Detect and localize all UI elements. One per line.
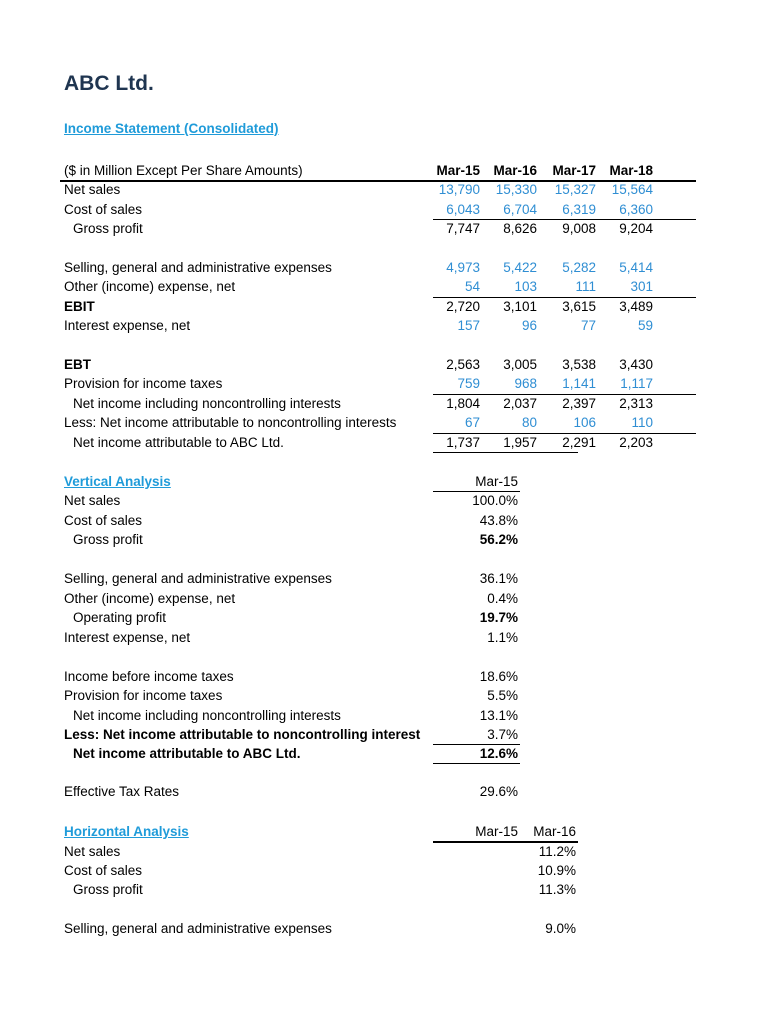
year-header: Mar-17 [552, 163, 596, 178]
cell-value: 11.2% [538, 844, 576, 859]
row-label: Net income including noncontrolling interests [73, 396, 341, 411]
year-header: Mar-18 [609, 163, 653, 178]
cell-value: 77 [580, 318, 596, 333]
units-label: ($ in Million Except Per Share Amounts) [64, 163, 303, 178]
table-row [0, 512, 768, 532]
table-row [0, 745, 768, 765]
cell-value: 6,704 [503, 202, 537, 217]
horizontal-analysis-header-row [0, 823, 768, 843]
table-row [0, 375, 768, 395]
row-label: Net income including noncontrolling interests [73, 708, 341, 723]
cell-value: 2,720 [446, 299, 480, 314]
table-row [0, 881, 768, 901]
row-label: Provision for income taxes [64, 376, 223, 391]
cell-value: 1,957 [503, 435, 537, 450]
cell-value: 8,626 [503, 221, 537, 236]
row-label: Gross profit [73, 882, 143, 897]
income-statement-link[interactable]: Income Statement (Consolidated) [64, 121, 279, 136]
table-row [0, 783, 768, 803]
row-label: Selling, general and administrative expenses [64, 260, 332, 275]
table-row [0, 395, 768, 415]
cell-value: 759 [457, 376, 480, 391]
cell-value: 2,397 [562, 396, 596, 411]
income-statement-header-row [0, 162, 768, 182]
table-row [0, 492, 768, 512]
row-label: Net sales [64, 844, 121, 859]
total-rule [433, 763, 520, 764]
year-header: Mar-15 [436, 163, 480, 178]
table-row [0, 707, 768, 727]
cell-value: 1.1% [487, 630, 518, 645]
cell-value: 15,564 [611, 182, 653, 197]
vertical-analysis-header-row [0, 473, 768, 493]
cell-value: 15,327 [554, 182, 596, 197]
row-label: Other (income) expense, net [64, 591, 236, 606]
cell-value: 29.6% [479, 784, 518, 799]
row-label: Less: Net income attributable to noncontrolling interest [64, 727, 421, 742]
row-label: Net sales [64, 493, 121, 508]
cell-value: 56.2% [479, 532, 518, 547]
cell-value: 1,737 [446, 435, 480, 450]
cell-value: 3,101 [503, 299, 537, 314]
table-row [0, 590, 768, 610]
table-row [0, 609, 768, 629]
row-label: EBT [64, 357, 91, 372]
row-label: Effective Tax Rates [64, 784, 180, 799]
table-row [0, 259, 768, 279]
table-row [0, 570, 768, 590]
cell-value: 11.3% [538, 882, 576, 897]
row-label: Gross profit [73, 532, 143, 547]
table-row [0, 298, 768, 318]
cell-value: 3,005 [503, 357, 537, 372]
row-label: Cost of sales [64, 513, 143, 528]
table-row [0, 201, 768, 221]
cell-value: 3.7% [487, 727, 518, 742]
cell-value: 110 [631, 415, 653, 430]
company-title: ABC Ltd. [64, 72, 154, 95]
cell-value: 111 [575, 279, 596, 294]
table-row [0, 687, 768, 707]
cell-value: 96 [521, 318, 537, 333]
cell-value: 1,804 [446, 396, 480, 411]
cell-value: 19.7% [479, 610, 518, 625]
cell-value: 3,489 [619, 299, 653, 314]
year-header: Mar-15 [475, 474, 518, 489]
row-label: Cost of sales [64, 863, 143, 878]
cell-value: 36.1% [479, 571, 518, 586]
table-row [0, 862, 768, 882]
cell-value: 0.4% [487, 591, 518, 606]
row-label: Selling, general and administrative expenses [64, 571, 332, 586]
cell-value: 2,313 [619, 396, 653, 411]
table-row [0, 920, 768, 940]
row-label: Provision for income taxes [64, 688, 223, 703]
cell-value: 10.9% [537, 863, 576, 878]
year-header: Mar-16 [533, 824, 576, 839]
cell-value: 5,422 [503, 260, 537, 275]
cell-value: 157 [457, 318, 480, 333]
row-label: Cost of sales [64, 202, 143, 217]
year-header: Mar-16 [493, 163, 537, 178]
table-row [0, 434, 768, 454]
cell-value: 5,282 [562, 260, 596, 275]
row-label: Net sales [64, 182, 121, 197]
cell-value: 2,563 [446, 357, 480, 372]
cell-value: 18.6% [479, 669, 518, 684]
table-row [0, 278, 768, 298]
cell-value: 100.0% [472, 493, 518, 508]
row-label: Income before income taxes [64, 669, 234, 684]
cell-value: 4,973 [446, 260, 480, 275]
table-row [0, 414, 768, 434]
cell-value: 3,430 [619, 357, 653, 372]
cell-value: 15,330 [495, 182, 537, 197]
row-label: Operating profit [73, 610, 167, 625]
cell-value: 59 [637, 318, 653, 333]
cell-value: 9,204 [619, 221, 653, 236]
row-label: Selling, general and administrative expenses [64, 921, 332, 936]
table-row [0, 181, 768, 201]
row-label: Interest expense, net [64, 630, 191, 645]
row-label: EBIT [64, 299, 95, 314]
table-row [0, 317, 768, 337]
cell-value: 7,747 [446, 221, 480, 236]
table-row [0, 356, 768, 376]
cell-value: 6,360 [619, 202, 653, 217]
cell-value: 67 [464, 415, 480, 430]
cell-value: 6,319 [562, 202, 596, 217]
cell-value: 106 [573, 415, 596, 430]
cell-value: 2,291 [562, 435, 596, 450]
horizontal-analysis-link[interactable]: Horizontal Analysis [64, 824, 189, 839]
cell-value: 6,043 [446, 202, 480, 217]
cell-value: 80 [521, 415, 537, 430]
cell-value: 3,538 [562, 357, 596, 372]
cell-value: 301 [630, 279, 653, 294]
cell-value: 12.6% [479, 746, 518, 761]
row-label: Net income attributable to ABC Ltd. [73, 746, 301, 761]
table-row [0, 531, 768, 551]
row-label: Interest expense, net [64, 318, 191, 333]
row-label: Net income attributable to ABC Ltd. [73, 435, 284, 450]
row-label: Other (income) expense, net [64, 279, 236, 294]
cell-value: 1,141 [562, 376, 596, 391]
row-label: Less: Net income attributable to noncontrolling interests [64, 415, 397, 430]
cell-value: 13.1% [479, 708, 518, 723]
table-row [0, 843, 768, 863]
cell-value: 9.0% [545, 921, 576, 936]
table-row [0, 668, 768, 688]
table-row [0, 629, 768, 649]
cell-value: 43.8% [479, 513, 518, 528]
cell-value: 3,615 [562, 299, 596, 314]
cell-value: 9,008 [562, 221, 596, 236]
total-rule [433, 452, 578, 453]
cell-value: 5.5% [487, 688, 518, 703]
year-header: Mar-15 [475, 824, 518, 839]
cell-value: 5,414 [619, 260, 653, 275]
table-row [0, 726, 768, 746]
row-label: Gross profit [73, 221, 143, 236]
cell-value: 1,117 [620, 376, 653, 391]
cell-value: 13,790 [438, 182, 480, 197]
cell-value: 54 [464, 279, 480, 294]
cell-value: 103 [514, 279, 537, 294]
cell-value: 968 [514, 376, 537, 391]
table-row [0, 220, 768, 240]
cell-value: 2,203 [619, 435, 653, 450]
cell-value: 2,037 [503, 396, 537, 411]
vertical-analysis-link[interactable]: Vertical Analysis [64, 474, 171, 489]
